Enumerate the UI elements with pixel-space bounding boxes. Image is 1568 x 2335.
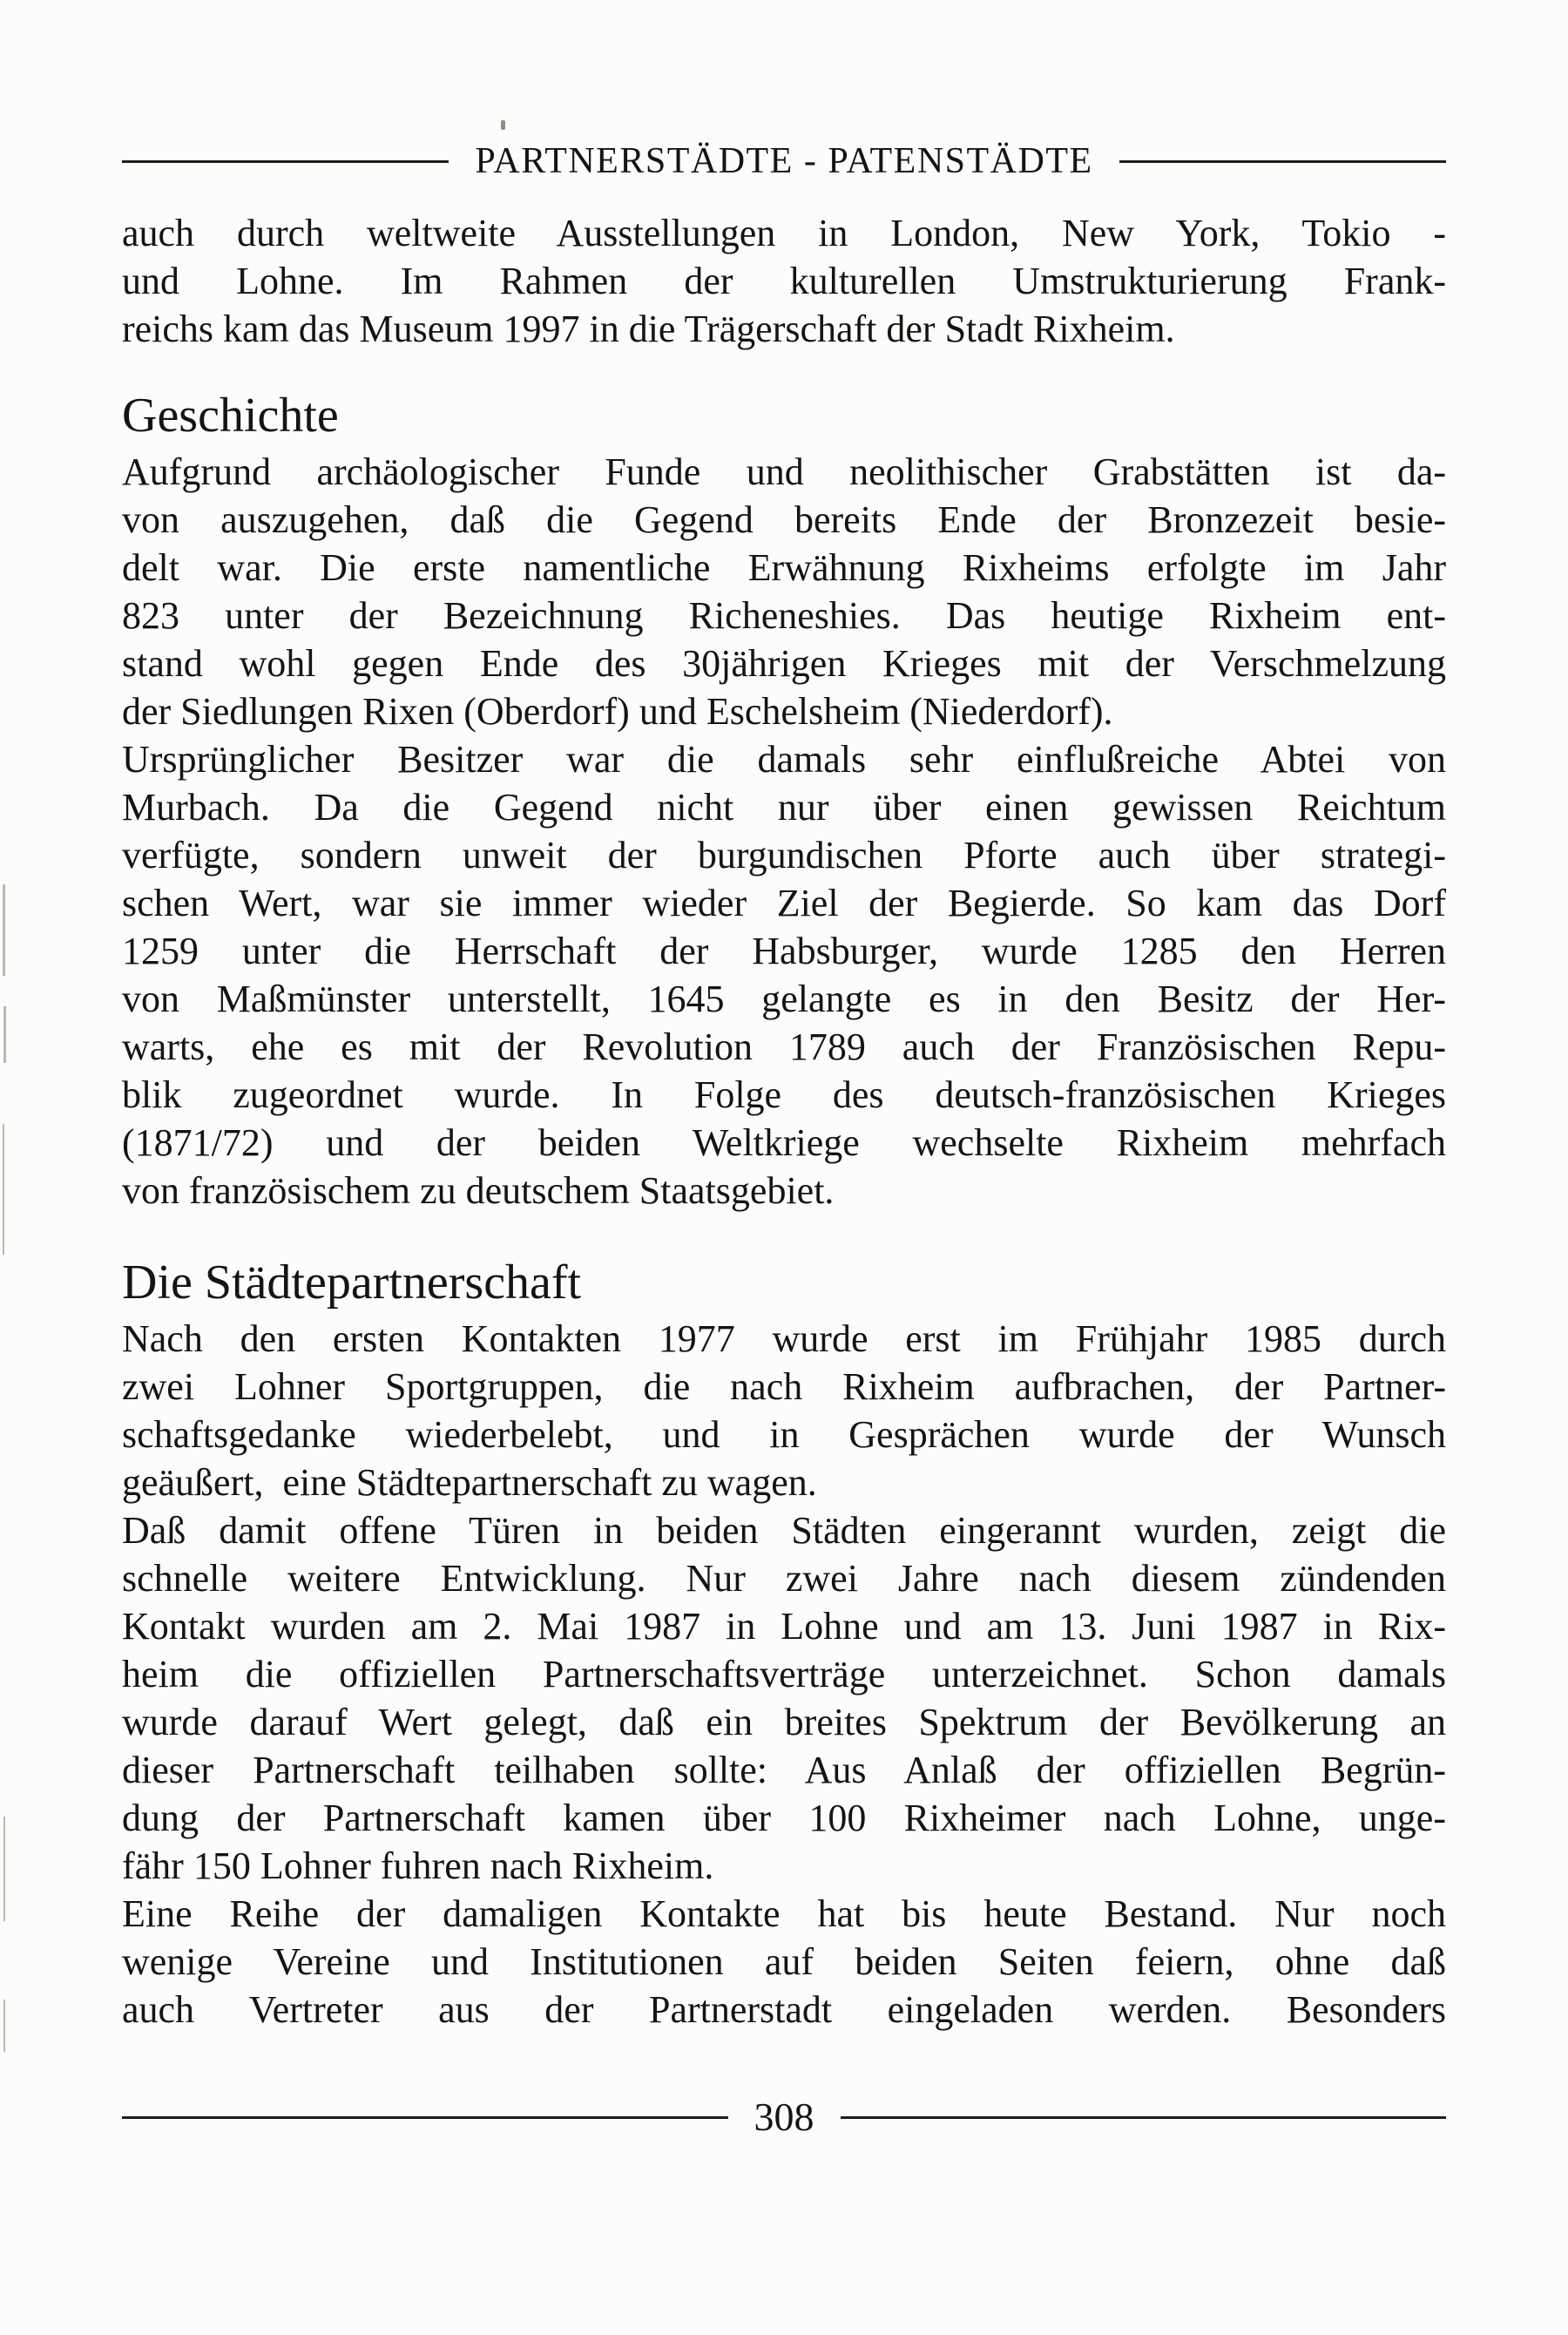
text-line: wenige Vereine und Institutionen auf beiden Seiten feiern, ohne daß — [122, 1940, 1446, 1983]
entwicklung-paragraph — [122, 1506, 1446, 1890]
text-line: Daß damit offene Türen in beiden Städten eingerannt wurden, zeigt die — [122, 1509, 1446, 1552]
text-line: wurde darauf Wert gelegt, daß ein breites Spektrum der Bevölkerung an — [122, 1701, 1446, 1743]
text-line: zwei Lohner Sportgruppen, die nach Rixheim aufbrachen, der Partner- — [122, 1365, 1446, 1408]
heading-staedtepartnerschaft: Die Städtepartnerschaft — [122, 1255, 582, 1310]
text-line: auch Vertreter aus der Partnerstadt eingeladen werden. Besonders — [122, 1988, 1446, 2031]
scan-artifact — [3, 884, 5, 976]
page-number: 308 — [754, 2095, 814, 2139]
page-title: PARTNERSTÄDTE - PATENSTÄDTE — [475, 141, 1093, 181]
text-line: Eine Reihe der damaligen Kontakte hat bis heute Bestand. Nur noch — [122, 1892, 1446, 1935]
text-line: 1259 unter die Herrschaft der Habsburger, wurde 1285 den Herren — [122, 930, 1446, 972]
text-line: von auszugehen, daß die Gegend bereits Ende der Bronzezeit besie- — [122, 498, 1446, 541]
text-line: blik zugeordnet wurde. In Folge des deutsch-französischen Krieges — [122, 1073, 1446, 1116]
text-line: stand wohl gegen Ende des 30jährigen Krieges mit der Verschmelzung — [122, 642, 1446, 685]
text-line: Aufgrund archäologischer Funde und neolithischer Grabstätten ist da- — [122, 450, 1446, 493]
text-line: von französischem zu deutschem Staatsgebiet. — [122, 1169, 835, 1212]
text-line: Kontakt wurden am 2. Mai 1987 in Lohne und am 13. Juni 1987 in Rix- — [122, 1605, 1446, 1648]
heading-geschichte: Geschichte — [122, 389, 339, 443]
geschichte-paragraph — [122, 448, 1446, 1215]
scan-artifact — [3, 1817, 5, 1921]
bestand-paragraph — [122, 1890, 1446, 2034]
text-line: dung der Partnerschaft kamen über 100 Rixheimer nach Lohne, unge- — [122, 1797, 1446, 1839]
scan-artifact — [501, 120, 505, 130]
text-line: warts, ehe es mit der Revolution 1789 auch der Französischen Repu- — [122, 1025, 1446, 1068]
scan-artifact — [3, 1006, 6, 1063]
text-line: fähr 150 Lohner fuhren nach Rixheim. — [122, 1844, 714, 1887]
running-head — [122, 139, 1446, 183]
text-line: Nach den ersten Kontakten 1977 wurde erst im Frühjahr 1985 durch — [122, 1317, 1446, 1360]
text-line: der Siedlungen Rixen (Oberdorf) und Eschelsheim (Niederdorf). — [122, 690, 1113, 733]
text-line: dieser Partnerschaft teilhaben sollte: Aus Anlaß der offiziellen Begrün- — [122, 1749, 1446, 1791]
scan-artifact — [3, 2000, 5, 2052]
footer-rule-left — [122, 2116, 728, 2119]
scan-artifact — [3, 1124, 4, 1255]
text-line: schnelle weitere Entwicklung. Nur zwei Jahre nach diesem zündenden — [122, 1557, 1446, 1600]
intro-paragraph — [122, 209, 1446, 353]
text-line: geäußert, eine Städtepartnerschaft zu wagen. — [122, 1461, 817, 1504]
text-line: heim die offiziellen Partnerschaftsverträge unterzeichnet. Schon damals — [122, 1653, 1446, 1695]
text-line: schaftsgedanke wiederbelebt, und in Gesprächen wurde der Wunsch — [122, 1413, 1446, 1456]
text-line: schen Wert, war sie immer wieder Ziel der Begierde. So kam das Dorf — [122, 882, 1446, 924]
kontakte-paragraph — [122, 1315, 1446, 1506]
text-line: Ursprünglicher Besitzer war die damals sehr einflußreiche Abtei von — [122, 738, 1446, 781]
text-line: von Maßmünster unterstellt, 1645 gelangte es in den Besitz der Her- — [122, 978, 1446, 1020]
text-line: und Lohne. Im Rahmen der kulturellen Umstrukturierung Frank- — [122, 260, 1446, 302]
body-text — [122, 209, 1446, 2034]
text-line: reichs kam das Museum 1997 in die Trägerschaft der Stadt Rixheim. — [122, 308, 1175, 350]
page-footer — [122, 2093, 1446, 2142]
text-line: verfügte, sondern unweit der burgundischen Pforte auch über strategi- — [122, 834, 1446, 876]
text-line: 823 unter der Bezeichnung Richeneshies. Das heutige Rixheim ent- — [122, 594, 1446, 637]
header-rule-left — [122, 160, 449, 163]
text-line: (1871/72) und der beiden Weltkriege wechselte Rixheim mehrfach — [122, 1121, 1446, 1164]
text-line: delt war. Die erste namentliche Erwähnung Rixheims erfolgte im Jahr — [122, 546, 1446, 589]
text-line: auch durch weltweite Ausstellungen in London, New York, Tokio - — [122, 212, 1446, 254]
header-rule-right — [1119, 160, 1446, 163]
text-line: Murbach. Da die Gegend nicht nur über einen gewissen Reichtum — [122, 786, 1446, 829]
footer-rule-right — [841, 2116, 1447, 2119]
